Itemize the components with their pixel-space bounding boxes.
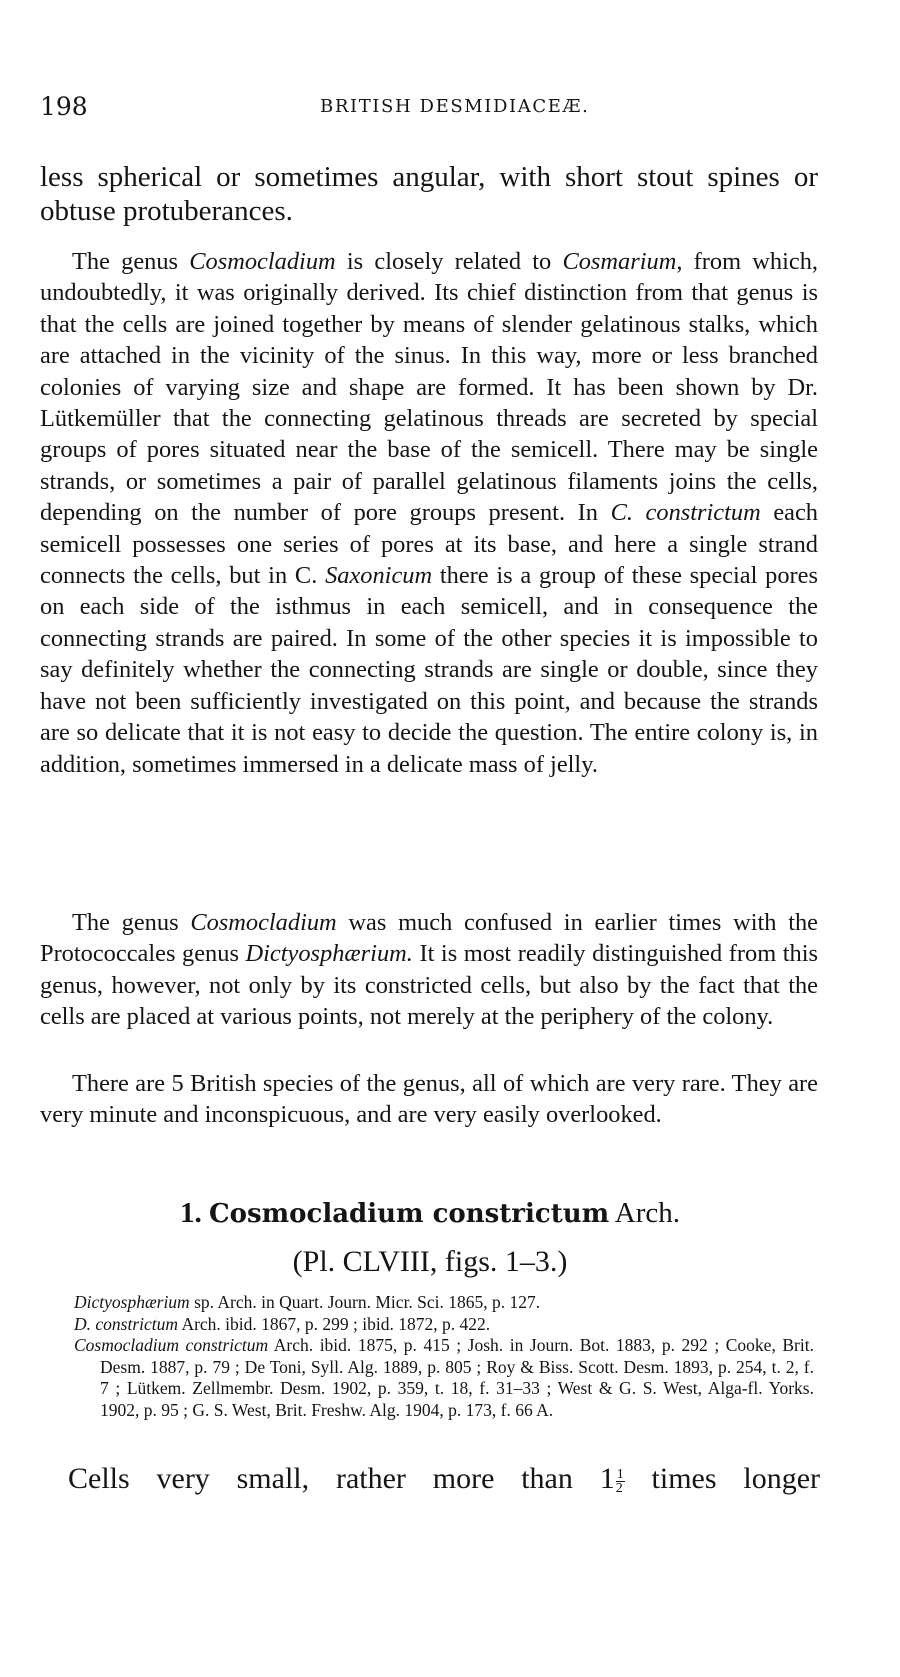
text-run: The genus bbox=[72, 248, 190, 275]
paragraph-continued bbox=[40, 160, 818, 228]
citation-text: Arch. ibid. 1875, p. 415 ; Josh. in Journ. Bot. 1883, p. 292 ; Cooke, Brit. Desm. 1887, p. 79 ; De Toni, Syll. Alg. 1889, p. 805 ; Roy & Biss. Scott. Desm. 1893, p. 254, t. 2, f. 7 ; Lütkem. Zellmembr. Desm. 1902, p. 359, t. 18, f. 31–33 ; West & G. S. West, Alga-fl. Yorks. 1902, p. 95 ; G. S. West, Brit. Freshw. Alg. 1904, p. 173, f. 66 A. bbox=[100, 1335, 814, 1420]
description-start bbox=[68, 1462, 820, 1496]
taxon-name: Saxonicum bbox=[325, 562, 433, 590]
paragraph-text: less spherical or sometimes angular, with short stout spines or obtuse protuberances. bbox=[40, 161, 818, 227]
taxon-name: Cosmarium bbox=[562, 248, 677, 275]
text-run: there is a group of these special pores on each side of the isthmus in each semicell, and in consequence the connecting strands are paired. In some of the other species it is impossible to say definitely whether the connecting strands are single or double, since they have not been sufficiently investigated on this point, and because the strands are so delicate that it is not easy to decide the question. The entire colony is, in addition, sometimes immersed in a delicate mass of jelly. bbox=[40, 562, 818, 778]
taxon-name: Cosmocladium bbox=[190, 909, 337, 936]
plate-reference: (Pl. CLVIII, figs. 1–3.) bbox=[292, 1245, 568, 1278]
text-run: It is most readily distinguished from this genus, however, not only by its constricted cells, but also by the fact that the cells are placed at various points, not merely at the periphery of the colony. bbox=[40, 940, 818, 1031]
synonymy-entry bbox=[74, 1292, 814, 1314]
text-run: Cells very small, rather more than 1 bbox=[68, 1462, 615, 1495]
species-heading bbox=[0, 1197, 860, 1230]
text-run: times longer bbox=[624, 1462, 820, 1495]
taxon-name: Cosmocladium bbox=[189, 248, 336, 275]
taxon-name: Dictyosphærium. bbox=[245, 940, 413, 968]
text-run: The genus bbox=[72, 909, 191, 936]
synonymy-list bbox=[74, 1292, 814, 1421]
taxon-name: D. constrictum bbox=[74, 1313, 179, 1334]
citation-text: sp. Arch. in Quart. Journ. Micr. Sci. 1865, p. 127. bbox=[189, 1292, 541, 1312]
synonymy-entry bbox=[74, 1335, 814, 1421]
species-author: Arch. bbox=[614, 1197, 681, 1229]
running-title: BRITISH DESMIDIACEÆ. bbox=[320, 96, 590, 117]
paragraph-genus-relation bbox=[40, 246, 818, 780]
citation-text: Arch. ibid. 1867, p. 299 ; ibid. 1872, p. 422. bbox=[178, 1313, 491, 1334]
taxon-name: Cosmocladium constrictum bbox=[74, 1335, 269, 1355]
text-run: is closely related to bbox=[335, 248, 563, 275]
text-run: , from which, undoubtedly, it was originally derived. Its chief distinction from that genus is that the cells are joined together by means of slender gelatinous stalks, which are attached in the vicinity of the sinus. In this way, more or less branched colonies of varying size and shape are formed. It has been shown by Dr. Lütkemüller that the connecting gelatinous threads are secreted by special groups of pores situated near the base of the semicell. There may be single strands, or sometimes a pair of parallel gelatinous filaments joins the cells, depending on the number of pore groups present. In bbox=[40, 248, 818, 527]
species-number: 1. bbox=[179, 1197, 202, 1229]
page-header bbox=[40, 92, 820, 126]
fraction-numerator: 1 bbox=[616, 1466, 624, 1482]
paragraph-species-count bbox=[40, 1068, 818, 1131]
text-run: was much confused in earlier times with the Protococcales genus bbox=[40, 909, 818, 968]
species-name: Cosmocladium constrictum bbox=[208, 1199, 610, 1229]
paragraph-text: There are 5 British species of the genus, all of which are very rare. They are very minute and inconspicuous, and are very easily overlooked. bbox=[40, 1070, 818, 1129]
paragraph-confusion bbox=[40, 907, 818, 1033]
taxon-name: C. constrictum bbox=[610, 499, 761, 527]
text-run: each semicell possesses one series of pores at its base, and here a single strand connects the cells, but in C. bbox=[40, 499, 818, 590]
fraction bbox=[616, 1468, 625, 1495]
fraction-denominator: 2 bbox=[615, 1480, 623, 1496]
page-number: 198 bbox=[40, 92, 88, 121]
synonymy-entry bbox=[74, 1314, 814, 1336]
taxon-name: Dictyosphærium bbox=[74, 1292, 190, 1312]
